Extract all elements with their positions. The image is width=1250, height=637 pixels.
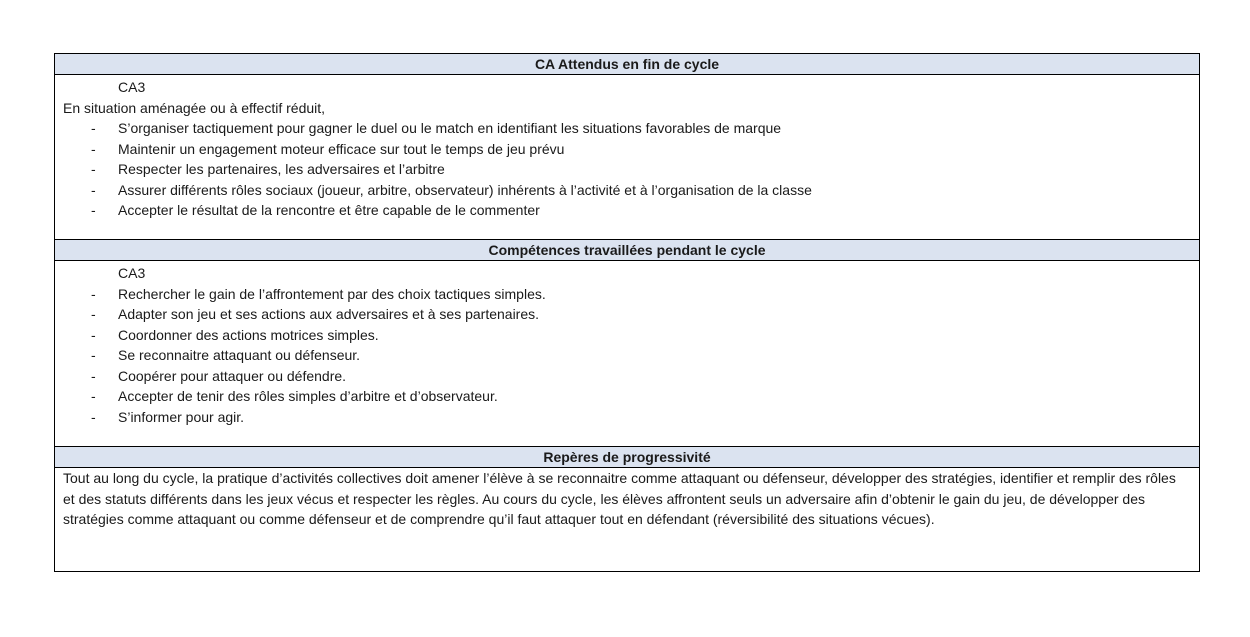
list-item-text: Coordonner des actions motrices simples. — [118, 326, 379, 343]
list-item — [63, 200, 1191, 221]
dash-bullet: - — [91, 120, 96, 136]
list-item — [63, 304, 1191, 325]
list-item — [63, 139, 1191, 160]
dash-bullet: - — [91, 367, 96, 384]
list-item-text: Accepter le résultat de la rencontre et être capable de le commenter — [118, 202, 540, 218]
competences-list — [63, 284, 1191, 428]
list-item — [63, 180, 1191, 201]
attendus-list — [63, 118, 1191, 221]
dash-bullet: - — [91, 306, 96, 322]
dash-bullet: - — [91, 347, 96, 363]
dash-bullet: - — [91, 202, 96, 218]
section-header-attendus: CA Attendus en fin de cycle — [55, 54, 1199, 75]
list-item-text: S’informer pour agir. — [118, 408, 245, 425]
section-header-reperes: Repères de progressivité — [55, 447, 1199, 468]
dash-bullet: - — [91, 408, 96, 425]
list-item-text: Coopérer pour attaquer ou défendre. — [118, 367, 347, 384]
list-item-text: Se reconnaitre attaquant ou défenseur. — [118, 347, 361, 363]
dash-bullet: - — [91, 161, 96, 177]
list-item — [63, 345, 1191, 366]
section-header-competences: Compétences travaillées pendant le cycle — [55, 240, 1199, 261]
list-item-text: S’organiser tactiquement pour gagner le duel ou le match en identifiant les situations favorables de marque — [118, 120, 782, 136]
ca-label: CA3 — [118, 79, 146, 95]
dash-bullet: - — [91, 181, 96, 198]
list-item — [63, 325, 1191, 346]
list-item-text: Accepter de tenir des rôles simples d’arbitre et d’observateur. — [118, 388, 498, 404]
document-table — [54, 53, 1200, 572]
section-body-attendus — [55, 75, 1199, 240]
ca-label: CA3 — [118, 265, 146, 281]
list-item — [63, 284, 1191, 305]
list-item-text: Adapter son jeu et ses actions aux adversaires et à ses partenaires. — [118, 306, 540, 322]
dash-bullet: - — [91, 388, 96, 404]
dash-bullet: - — [91, 326, 96, 343]
list-item — [63, 407, 1191, 428]
list-item — [63, 159, 1191, 180]
progressivity-paragraph: Tout au long du cycle, la pratique d’activités collectives doit amener l’élève à se reconnaitre comme attaquant ou défenseur, développer des stratégies, identifier et remplir des rôles et des statuts différents dans les jeux vécus et respecter les règles. Au cours du cycle, les élèves affrontent seuls un adversaire afin d’obtenir le gain du jeu, de développer des stratégies comme attaquant ou comme défenseur et de comprendre qu’il faut attaquer tout en défendant (réversibilité des situations vécues). — [63, 470, 1176, 527]
section-body-reperes — [55, 468, 1199, 571]
list-item-text: Maintenir un engagement moteur efficace sur tout le temps de jeu prévu — [118, 140, 565, 157]
dash-bullet: - — [91, 140, 96, 157]
list-item-text: Assurer différents rôles sociaux (joueur, arbitre, observateur) inhérents à l’activité et à l’organisation de la classe — [118, 181, 812, 198]
section-body-competences — [55, 261, 1199, 447]
intro-text: En situation aménagée ou à effectif réduit, — [63, 99, 326, 116]
list-item — [63, 366, 1191, 387]
list-item-text: Rechercher le gain de l’affrontement par des choix tactiques simples. — [118, 285, 546, 302]
dash-bullet: - — [91, 285, 96, 302]
list-item — [63, 386, 1191, 407]
list-item-text: Respecter les partenaires, les adversaires et l’arbitre — [118, 161, 445, 177]
list-item — [63, 118, 1191, 139]
